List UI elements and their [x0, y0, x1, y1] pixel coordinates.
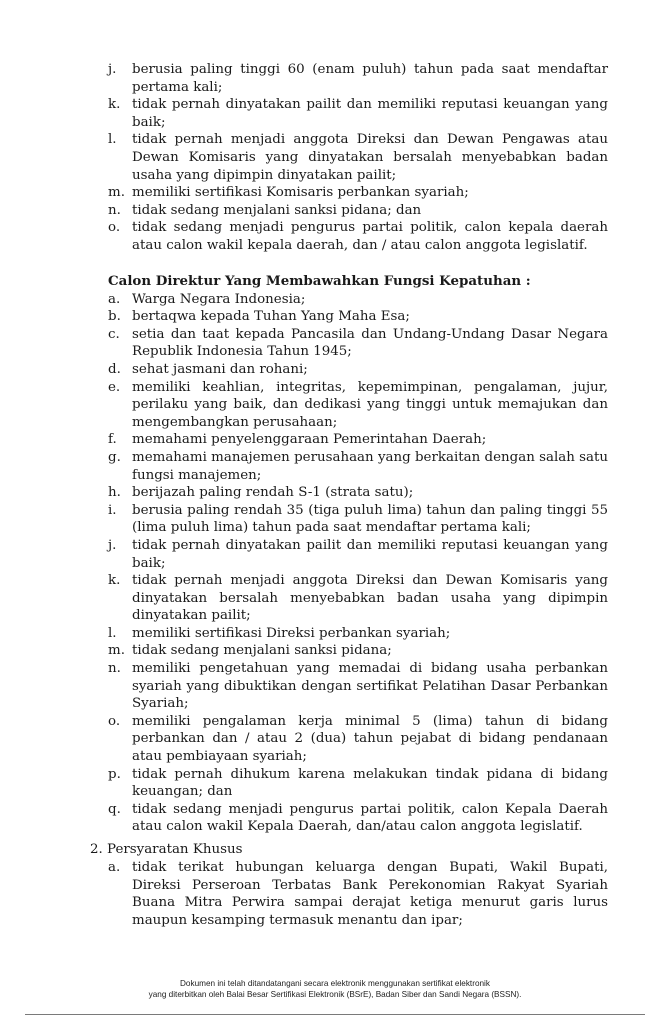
list-label: e. — [108, 379, 121, 395]
list-text: tidak pernah dinyatakan pailit dan memiliki reputasi keuangan yang baik; — [132, 537, 608, 571]
list-text: tidak sedang menjadi pengurus partai politik, calon Kepala Daerah atau calon wakil Kepala Daerah, dan/atau calon anggota legislatif. — [132, 801, 608, 835]
list-item — [108, 859, 608, 929]
list-label: g. — [108, 449, 121, 465]
list-item — [108, 449, 608, 484]
list-item — [108, 537, 608, 572]
list-text: setia dan taat kepada Pancasila dan Undang-Undang Dasar Negara Republik Indonesia Tahun 1945; — [132, 326, 608, 360]
list-text: tidak sedang menjalani sanksi pidana; — [132, 643, 392, 659]
list-item — [108, 431, 608, 449]
section-heading: Calon Direktur Yang Membawahkan Fungsi Kepatuhan : — [108, 273, 531, 289]
footer-divider — [25, 1014, 645, 1015]
list-text: berusia paling tinggi 60 (enam puluh) tahun pada saat mendaftar pertama kali; — [132, 62, 608, 95]
list-text: tidak pernah menjadi anggota Direksi dan Dewan Komisaris yang dinyatakan bersalah menyebabkan badan usaha yang dipimpin dinyatakan pailit; — [132, 573, 608, 624]
list-text: memiliki pengetahuan yang memadai di bidang usaha perbankan syariah yang dibuktikan dengan sertifikat Pelatihan Dasar Perbankan Syariah; — [132, 661, 608, 712]
list-item — [108, 801, 608, 836]
list-item — [108, 713, 608, 766]
list-item — [108, 502, 608, 537]
list-label: f. — [108, 432, 117, 448]
footer-line-2: yang diterbitkan oleh Balai Besar Sertifikasi Elektronik (BSrE), Badan Siber dan Sandi Negara (BSSN). — [148, 990, 522, 999]
list-item — [108, 379, 608, 432]
list-text: memiliki sertifikasi Direksi perbankan syariah; — [132, 625, 451, 641]
esign-footer — [0, 978, 670, 1000]
list-item — [108, 326, 608, 361]
list-text: bertaqwa kepada Tuhan Yang Maha Esa; — [132, 309, 410, 325]
list-text: memahami penyelenggaraan Pemerintahan Daerah; — [132, 432, 487, 448]
list-item — [108, 219, 608, 254]
list-item — [108, 361, 608, 379]
list-text: tidak pernah menjadi anggota Direksi dan Dewan Pengawas atau Dewan Komisaris yang dinyatakan bersalah menyebabkan badan usaha yang dipimpin dinyatakan pailit; — [132, 132, 608, 183]
list-text: tidak pernah dinyatakan pailit dan memiliki reputasi keuangan yang baik; — [132, 97, 608, 130]
list-text: memiliki pengalaman kerja minimal 5 (lima) tahun di bidang perbankan dan / atau 2 (dua) tahun pejabat di bidang pendanaan atau pembiayaan syariah; — [132, 713, 608, 765]
list-label: m. — [108, 185, 125, 201]
list-text: tidak pernah dihukum karena melakukan tindak pidana di bidang keuangan; dan — [132, 766, 608, 800]
khusus-list — [108, 859, 608, 929]
list-item — [108, 642, 608, 660]
list-label: d. — [108, 361, 121, 377]
list-item — [108, 184, 608, 202]
list-item — [108, 202, 608, 220]
list-text: tidak sedang menjadi pengurus partai politik, calon kepala daerah atau calon wakil kepala daerah, dan / atau calon anggota legislatif. — [132, 220, 608, 253]
list-label: j. — [108, 62, 117, 77]
list-label: j. — [108, 537, 117, 553]
list-label: o. — [108, 713, 121, 729]
list-label: o. — [108, 220, 121, 236]
direktur-section — [108, 273, 608, 836]
list-text: sehat jasmani dan rohani; — [132, 361, 308, 377]
list-label: k. — [108, 573, 121, 589]
list-item — [108, 625, 608, 643]
list-label: q. — [108, 801, 121, 817]
list-text: memahami manajemen perusahaan yang berkaitan dengan salah satu fungsi manajemen; — [132, 449, 608, 483]
list-text: memiliki sertifikasi Komisaris perbankan syariah; — [132, 185, 469, 201]
list-item — [108, 61, 608, 96]
list-label: i. — [108, 502, 117, 518]
footer-line-1: Dokumen ini telah ditandatangani secara elektronik menggunakan sertifikat elektronik — [180, 979, 490, 988]
list-label: n. — [108, 202, 121, 218]
list-item — [108, 660, 608, 713]
list-label: m. — [108, 643, 125, 659]
list-text: tidak terikat hubungan keluarga dengan Bupati, Wakil Bupati, Direksi Perseroan Terbatas Bank Perekonomian Rakyat Syariah Buana Mitra Perwira sampai derajat ketiga menurut garis lurus maupun kesamping termasuk menantu dan ipar; — [132, 860, 608, 928]
list-label: b. — [108, 309, 121, 325]
list-label: a. — [108, 291, 121, 307]
list-item — [108, 308, 608, 326]
list-item — [108, 572, 608, 625]
list-text: Warga Negara Indonesia; — [132, 291, 306, 307]
komisaris-list-continued — [108, 61, 608, 255]
list-label: c. — [108, 326, 120, 342]
list-item — [108, 131, 608, 184]
list-item — [108, 766, 608, 801]
list-label: k. — [108, 97, 121, 113]
list-text: memiliki keahlian, integritas, kepemimpinan, pengalaman, jujur, perilaku yang baik, dan dedikasi yang tinggi untuk memajukan dan mengembangkan perusahaan; — [132, 379, 608, 430]
list-text: tidak sedang menjalani sanksi pidana; dan — [132, 202, 422, 218]
list-label: a. — [108, 860, 121, 875]
list-text: berijazah paling rendah S-1 (strata satu); — [132, 485, 414, 501]
list-item — [108, 291, 608, 309]
list-label: n. — [108, 661, 121, 677]
list-label: h. — [108, 485, 121, 501]
list-item — [108, 484, 608, 502]
list-label: p. — [108, 766, 121, 782]
list-label: l. — [108, 132, 117, 148]
list-label: l. — [108, 625, 117, 641]
section-title: 2. Persyaratan Khusus — [90, 842, 243, 857]
list-text: berusia paling rendah 35 (tiga puluh lima) tahun dan paling tinggi 55 (lima puluh lima) tahun pada saat mendaftar pertama kali; — [132, 502, 608, 536]
list-item — [108, 96, 608, 131]
